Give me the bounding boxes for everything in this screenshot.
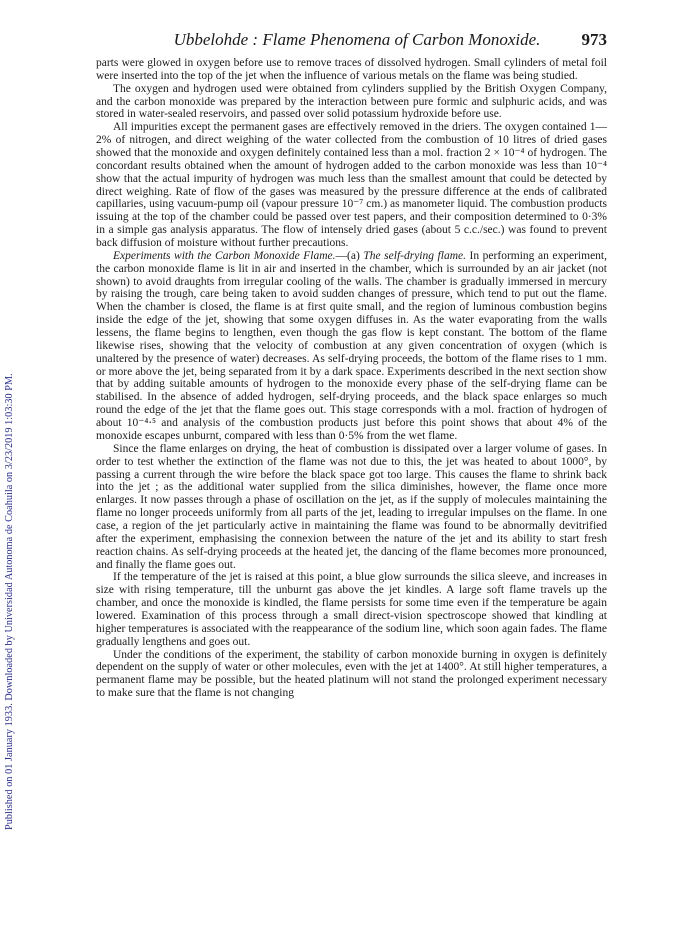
paragraph-1: parts were glowed in oxygen before use to remove traces of dissolved hydrogen. Small cylinders of metal foil were inserted into the top of the jet when the influence of various metals on the flame was being studied. — [96, 57, 607, 82]
paragraph-7: Under the conditions of the experiment, the stability of carbon monoxide burning in oxygen is definitely dependent on the supply of water or other molecules, even with the jet at 1400°. At still higher temperatures, a permanent flame may be possible, but the heated platinum will not stand the prolonged experiment necessary to make sure that the flame is not changing — [96, 648, 607, 700]
section-heading: Experiments with the Carbon Monoxide Flame. — [113, 249, 336, 262]
paragraph-2: The oxygen and hydrogen used were obtained from cylinders supplied by the British Oxygen Company, and the carbon monoxide was prepared by the interaction between pure formic and sulphuric acids, and was stored in water-sealed reservoirs, and passed over solid potassium hydroxide before use. — [96, 82, 607, 121]
download-watermark: Published on 01 January 1933. Downloaded by Universidad Autonoma de Coahuila on 3/23/2019 1:03:30 PM. — [4, 373, 15, 830]
paragraph-3: All impurities except the permanent gases are effectively removed in the driers. The oxygen contained 1—2% of nitrogen, and direct weighing of the water collected from the combustion of 10 litres of dried gases showed that the monoxide and oxygen definitely contained less than a mol. fraction 2 × 10⁻⁴ of hydrogen. The concordant results obtained when the amount of hydrogen added to the carbon monoxide was less than 10⁻⁴ show that the actual impurity of hydrogen was much less than the smallest amount that could be detected by direct weighing. Rate of flow of the gases was measured by the pressure difference at the ends of calibrated capillaries, using vacuum-pump oil (vapour pressure 10⁻⁷ cm.) as manometer liquid. The combustion products issuing at the top of the chamber could be passed over test papers, and their composition determined to 0·3% in a simple gas analysis apparatus. The flow of intensely dried gases (about 5 c.c./sec.) was found to prevent back diffusion of moisture without further precautions. — [96, 121, 607, 250]
running-head: Ubbelohde : Flame Phenomena of Carbon Monoxide. — [173, 30, 541, 49]
subsection-prefix: —(a) — [335, 249, 364, 262]
subsection-heading: The self-drying flame. — [363, 249, 466, 262]
paragraph-5: Since the flame enlarges on drying, the heat of combustion is dissipated over a larger volume of gases. In order to test whether the extinction of the flame was not due to this, the jet was heated to about 1000°, by passing a current through the wire before the black space got too large. This causes the flame to shrink back into the jet ; as the additional water supplied from the silica diminishes, however, the flame once more enlarges. It now passes through a phase of oscillation on the jet, as if the supply of molecules maintaining the flame no longer proceeds uniformly from all parts of the jet, leading to irregular impulses on the flame. In one case, a region of the jet particularly active in maintaining the flame was found to be abnormally devitrified after the experiment, emphasising the connexion between the nature of the jet and its ability to start fresh reaction chains. As self-drying proceeds at the heated jet, the dancing of the flame becomes more pronounced, and finally the flame goes out. — [96, 442, 607, 571]
page-header — [96, 30, 607, 54]
page-number: 973 — [581, 30, 607, 49]
paragraph-4 — [96, 250, 607, 443]
paragraph-4-text: In performing an experiment, the carbon monoxide flame is lit in air and inserted in the chamber, which is surrounded by an air jacket (not shown) to avoid draughts from irregular cooling of the walls. The chamber is gradually immersed in mercury by raising the trough, care being taken to avoid sudden changes of pressure, which tend to put out the flame. When the chamber is closed, the flame is at first quite small, and the region of luminous combustion begins inside the edge of the jet, showing that some oxygen diffuses in. As the water evaporating from the walls lessens, the flame begins to lengthen, even though the gas flow is kept constant. The bottom of the flame likewise rises, showing that the velocity of combustion at any given concentration of oxygen (which is unaltered by the presence of water) decreases. As self-drying proceeds, the bottom of the flame rises to 1 mm. or more above the jet, being separated from it by a dark space. Experiments described in the next section show that by adding suitable amounts of hydrogen to the monoxide every phase of the self-drying flame can be stabilised. In the absence of added hydrogen, self-drying proceeds, and the black space enlarges so much round the edge of the jet that the flame goes out. This stage corresponds with a mol. fraction of hydrogen of about 10⁻⁴⋅⁵ and analysis of the combustion products just before this point shows that about 4% of the monoxide escapes unburnt, compared with less than 0·5% from the wet flame. — [96, 249, 607, 442]
article-body — [96, 57, 607, 700]
paragraph-6: If the temperature of the jet is raised at this point, a blue glow surrounds the silica sleeve, and increases in size with rising temperature, till the unburnt gas above the jet kindles. A large soft flame travels up the chamber, and once the monoxide is kindled, the flame persists for some time even if the temperature be again lowered. Examination of this process through a small direct-vision spectroscope showed that kindling at higher temperatures is associated with the reappearance of the sodium line, which soon again fades. The flame gradually lengthens and goes out. — [96, 571, 607, 648]
